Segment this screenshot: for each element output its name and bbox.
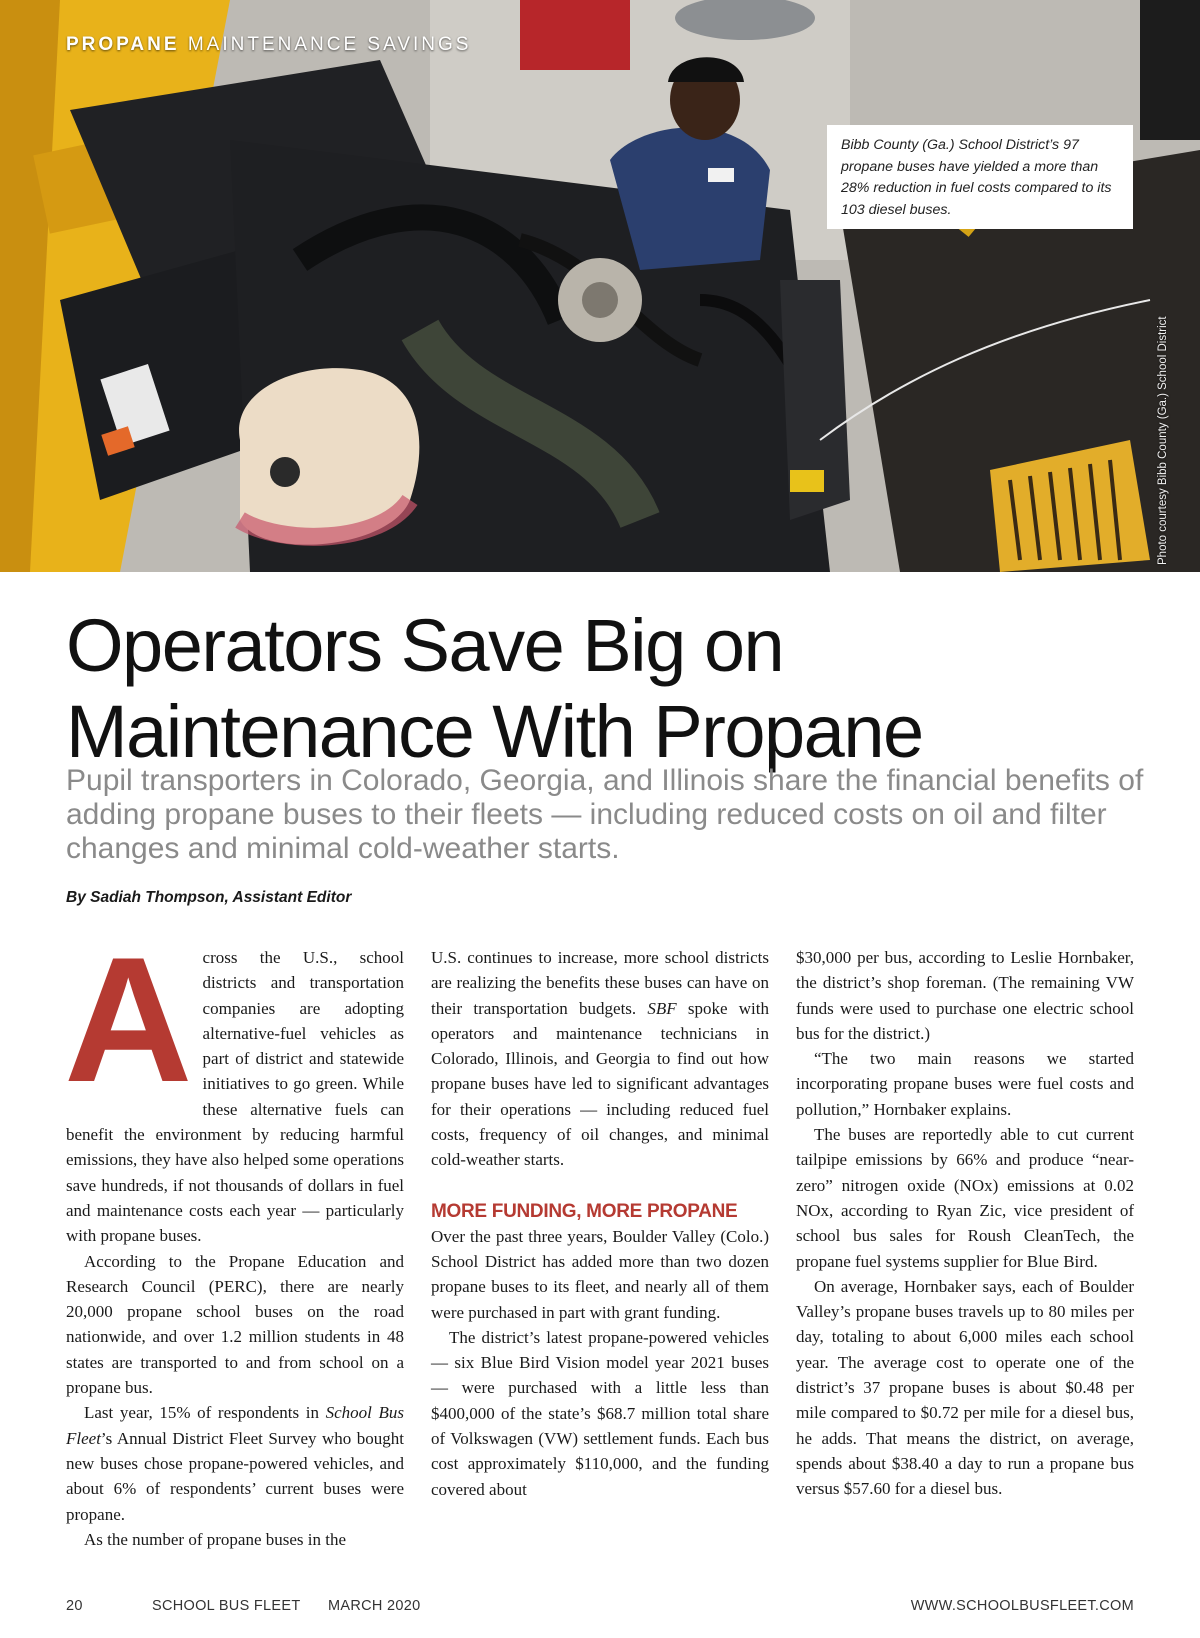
body-column-3 <box>796 945 1134 1502</box>
reservoir-cap <box>270 457 300 487</box>
paragraph: Over the past three years, Boulder Valley (Colo.) School District has added more than two dozen propane buses to its fleet, and nearly all of them were purchased in part with grant funding. <box>431 1226 769 1322</box>
paragraph: According to the Propane Education and Research Council (PERC), there are nearly 20,000 propane school buses on the road nationwide, and over 1.2 million students in 48 states are transported to and from school on a propane bus. <box>66 1251 404 1398</box>
publication-name: School Bus Fleet <box>66 1403 404 1448</box>
hero-photo <box>0 0 1200 572</box>
paragraph-text: Last year, 15% of respondents in <box>84 1403 326 1423</box>
drop-cap: A <box>64 920 193 1119</box>
publication-abbrev: SBF <box>647 998 677 1018</box>
paragraph <box>64 920 404 1249</box>
website-link[interactable]: WWW.SCHOOLBUSFLEET.COM <box>910 1598 1134 1614</box>
headline: Operators Save Big on Maintenance With Propane <box>66 604 923 773</box>
publication-name-footer: SCHOOL BUS FLEET <box>152 1598 301 1614</box>
section-label-strong: PROPANE <box>66 34 180 55</box>
byline: By Sadiah Thompson, Assistant Editor <box>66 889 352 906</box>
paragraph: On average, Hornbaker says, each of Boulder Valley’s propane buses travels up to 80 miles per day, totaling to about 6,000 miles each school year. The average cost to operate one of the district’s 37 propane buses is about $0.48 per mile compared to $0.72 per mile for a diesel bus, he adds. That means the district, on average, spends about $38.40 a day to run a propane bus versus $57.60 for a diesel bus. <box>796 1276 1134 1499</box>
photo-caption: Bibb County (Ga.) School District’s 97 propane buses have yielded a more than 28% reduction in fuel costs compared to its 103 diesel buses. <box>827 125 1133 229</box>
section-label-light: MAINTENANCE SAVINGS <box>187 34 472 55</box>
issue-date: MARCH 2020 <box>328 1598 421 1614</box>
page-number: 20 <box>66 1598 83 1614</box>
dek: Pupil transporters in Colorado, Georgia, and Illinois share the financial benefits of adding propane buses to their fleets — including reduced costs on oil and filter changes and minimal cold-weather starts. <box>66 764 1144 865</box>
photo-credit: Photo courtesy Bibb County (Ga.) School District <box>1157 316 1169 565</box>
paragraph-text: ’s Annual District Fleet Survey who bought new buses chose propane-powered vehicles, and about 6% of respondents’ current buses were propane. <box>66 1428 404 1524</box>
paragraph: $30,000 per bus, according to Leslie Hornbaker, the district’s shop foreman. (The remaining VW funds were used to purchase one electric school bus for the district.) <box>796 948 1134 1043</box>
paragraph-text: U.S. continues to increase, more school districts are realizing the benefits these buses can have on their transportation budgets. <box>431 948 769 1018</box>
paragraph-text: spoke with operators and maintenance technicians in Colorado, Illinois, and Georgia to find out how propane buses have led to significant advantages for their operations — including reduced fuel costs, frequency of oil changes, and minimal cold-weather starts. <box>431 998 769 1170</box>
engine-bay-photo <box>0 0 1200 572</box>
paragraph-text: cross the U.S., school districts and transportation companies are adopting alternative-fuel vehicles as part of district and statewide initiatives to go green. While these alternative fuels can benefit the environment by reducing harmful emissions, they have also helped some operations save hundreds, if not thousands of dollars in fuel and maintenance costs each year — particularly with propane buses. <box>66 948 404 1246</box>
paragraph: “The two main reasons we started incorporating propane buses were fuel costs and pollution,” Hornbaker explains. <box>796 1049 1134 1119</box>
paragraph: The district’s latest propane-powered vehicles — six Blue Bird Vision model year 2021 buses — were purchased with a little less than $400,000 of the state’s $68.7 million total share of Volkswagen (VW) settlement funds. Each bus cost approximately $110,000, and the funding covered about <box>431 1327 769 1499</box>
body-column-2 <box>431 945 769 1502</box>
paragraph <box>431 945 769 1173</box>
red-cart <box>520 0 630 70</box>
paragraph: As the number of propane buses in the <box>84 1529 347 1549</box>
body-column-1 <box>64 920 404 1552</box>
section-label <box>66 34 471 56</box>
subhead: MORE FUNDING, MORE PROPANE <box>431 1200 738 1222</box>
paragraph: The buses are reportedly able to cut current tailpipe emissions by 66% and produce “near-zero” nitrogen oxide (NOx) emissions at 0.02 NOx, according to Ryan Zic, vice president of school bus sales for Roush CleanTech, the propane fuel systems supplier for Blue Bird. <box>796 1125 1134 1271</box>
paragraph <box>66 1400 404 1526</box>
